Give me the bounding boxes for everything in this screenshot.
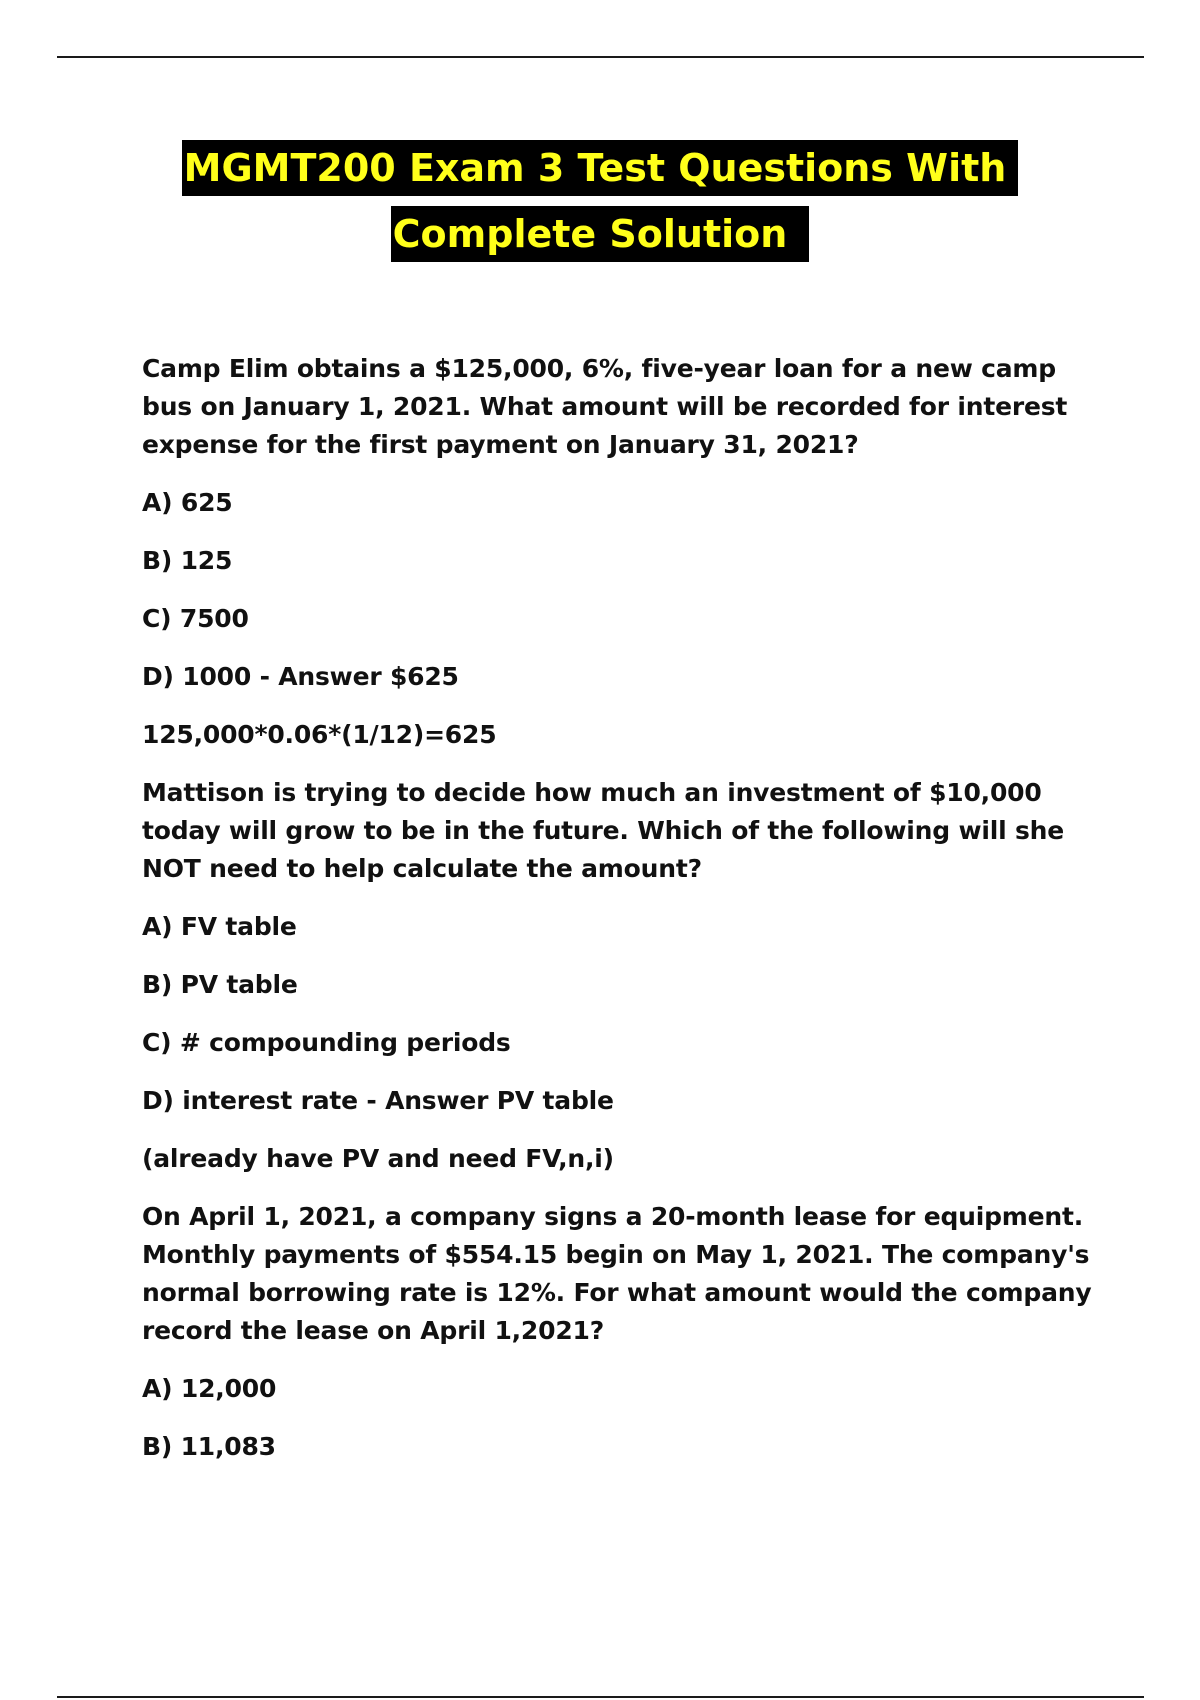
question-3-option-b: B) 11,083 [142,1432,276,1461]
bottom-rule [57,1696,1144,1698]
question-2-option-b: B) PV table [142,970,298,999]
question-1-text: Camp Elim obtains a $125,000, 6%, five-year loan for a new camp bus on January 1, 2021. What amount will be recorded for interest expense for the first payment on January 31, 2021? [142,354,1068,459]
question-2-option-c: C) # compounding periods [142,1028,511,1057]
top-rule [57,56,1144,58]
question-3-option-a: A) 12,000 [142,1374,277,1403]
question-2-option-d: D) interest rate - Answer PV table [142,1086,614,1115]
question-3-text: On April 1, 2021, a company signs a 20-month lease for equipment. Monthly payments of $554.15 begin on May 1, 2021. The company's normal borrowing rate is 12%. For what amount would the company record the lease on April 1,2021? [142,1202,1092,1345]
question-1-option-a: A) 625 [142,488,233,517]
document-body [142,350,1102,1486]
question-2-option-a: A) FV table [142,912,297,941]
question-1-option-b: B) 125 [142,546,233,575]
question-2-explanation: (already have PV and need FV,n,i) [142,1144,614,1173]
document-title [0,140,1200,262]
question-1-explanation: 125,000*0.06*(1/12)=625 [142,720,497,749]
title-line-1: MGMT200 Exam 3 Test Questions With [182,140,1019,196]
question-2-text: Mattison is trying to decide how much an investment of $10,000 today will grow to be in the future. Which of the following will she NOT need to help calculate the amount? [142,778,1064,883]
question-1-option-c: C) 7500 [142,604,249,633]
question-1-option-d: D) 1000 - Answer $625 [142,662,459,691]
title-line-2: Complete Solution [391,206,810,262]
